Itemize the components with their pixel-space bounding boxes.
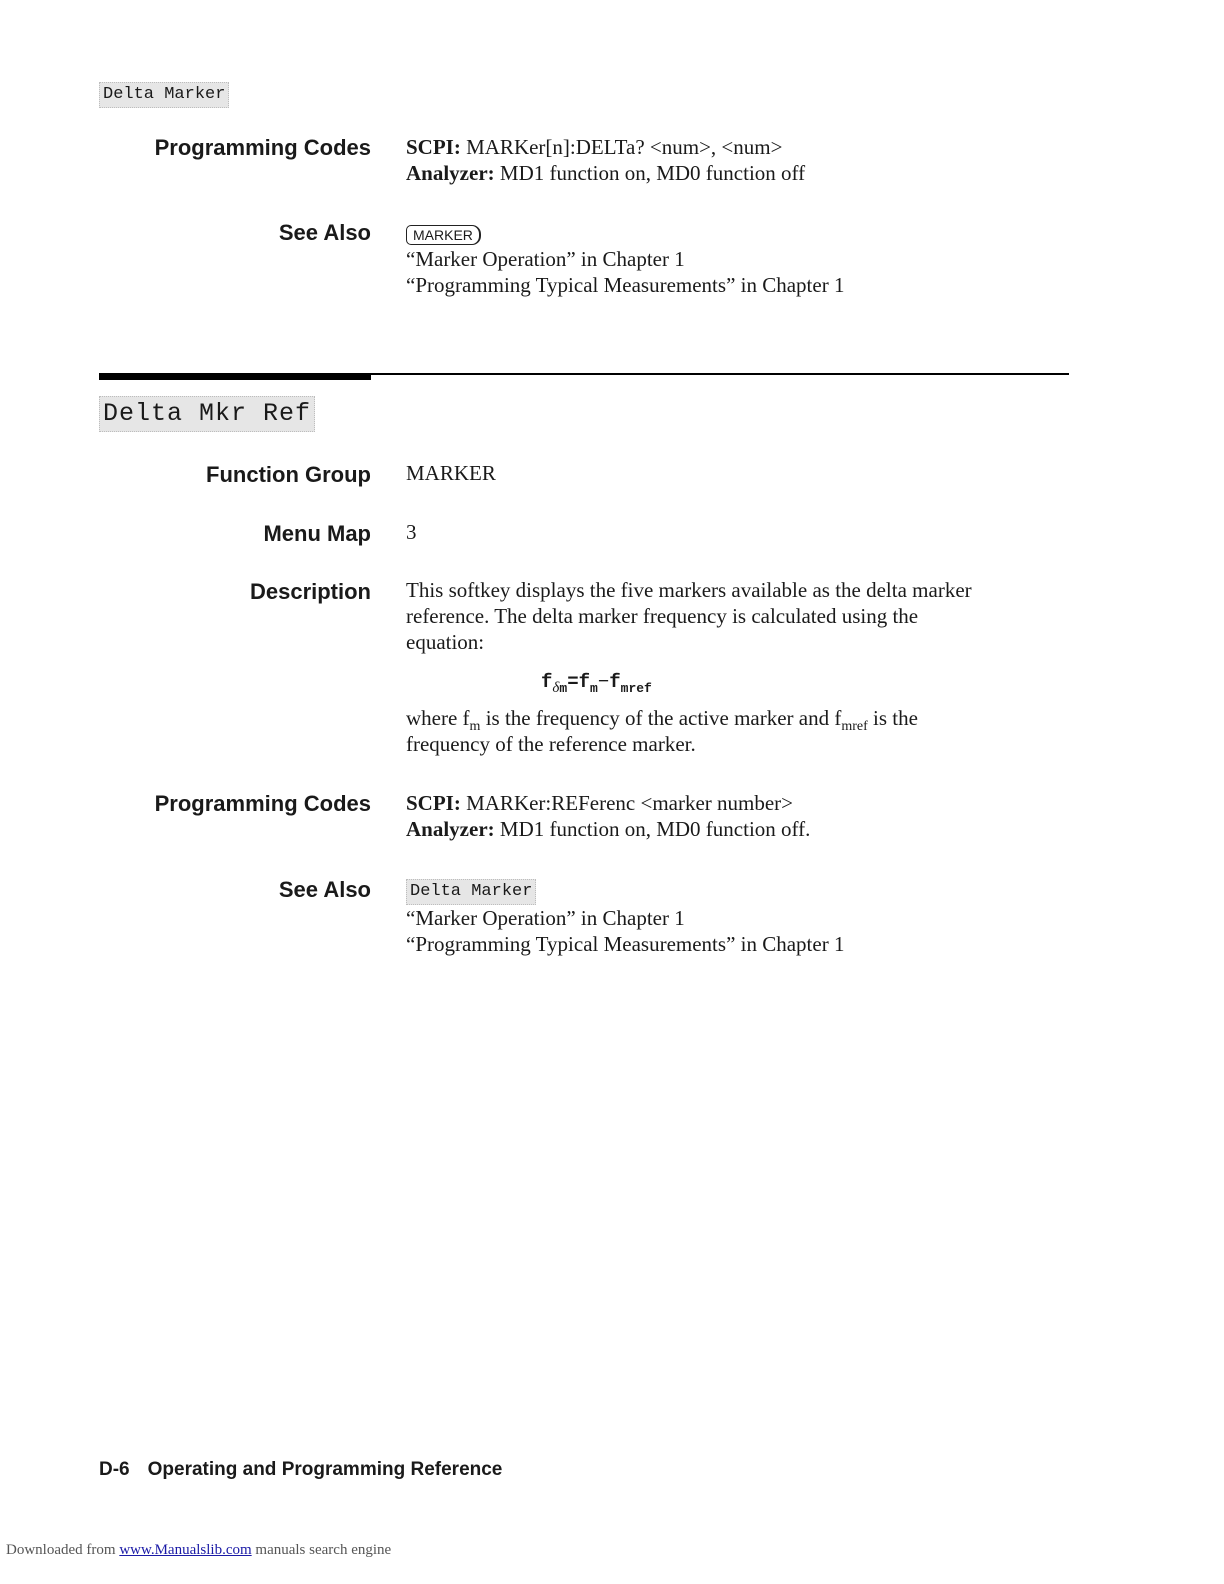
where-text [406,705,1066,757]
scpi-value: MARKer[n]:DELTa? <num>, <num> [466,135,783,159]
eq-equals: = [567,671,579,693]
eq-f: f [578,671,591,693]
eq-sub-m: m [590,680,598,696]
entry1-scpi-line [406,134,1066,160]
where-part: is the [867,706,918,730]
analyzer-label: Analyzer: [406,817,495,841]
page-footer [99,1459,502,1481]
softkey-delta-mkr-ref: Delta Mkr Ref [99,396,315,432]
where-part: where f [406,706,470,730]
entry1-analyzer-line [406,160,1066,186]
delta-frequency-equation [541,671,652,697]
softkey-delta-marker: Delta Marker [99,82,229,108]
analyzer-label: Analyzer: [406,161,495,185]
download-notice [6,1542,391,1559]
download-prefix: Downloaded from [6,1542,120,1558]
description-line: equation: [406,630,485,654]
menu-map-value: 3 [406,520,417,544]
see-also-ref: “Programming Typical Measurements” in Chapter 1 [406,932,845,956]
see-also-ref: “Marker Operation” in Chapter 1 [406,247,685,271]
page-number: D-6 [99,1459,130,1480]
description-heading: Description [249,579,371,604]
entry1-softkey-title [99,82,229,108]
where-line [406,705,1066,734]
entry2-see-also-heading: See Also [278,877,371,902]
entry2-see-also [406,875,1066,957]
entry2-scpi-line [406,790,1066,816]
scpi-value: MARKer:REFerenc <marker number> [466,791,794,815]
function-group-value: MARKER [406,461,496,485]
eq-delta: δ [552,679,560,696]
entry2-programming-codes-heading: Programming Codes [154,791,371,816]
eq-sub-m: m [559,680,568,696]
description-text [406,577,1066,655]
analyzer-value: MD1 function on, MD0 function off [499,161,806,185]
manualslib-link[interactable]: www.Manualslib.com [119,1542,252,1558]
entry2-analyzer-line [406,816,1066,842]
where-line: frequency of the reference marker. [406,732,696,756]
eq-f: f [609,671,621,693]
function-group-heading: Function Group [206,462,371,487]
entry2-programming-codes [406,790,1066,842]
section-rule-thin [371,373,1069,375]
hardkey-marker: MARKER [406,225,481,245]
entry1-programming-codes-heading: Programming Codes [154,135,371,160]
download-suffix: manuals search engine [251,1542,392,1558]
see-also-ref: “Programming Typical Measurements” in Chapter 1 [406,273,845,297]
scpi-label: SCPI: [406,791,461,815]
see-also-ref: “Marker Operation” in Chapter 1 [406,906,685,930]
eq-f: f [541,671,553,693]
entry1-see-also [406,220,1066,298]
scpi-label: SCPI: [406,135,461,159]
entry1-programming-codes [406,134,1066,186]
where-sub-mref: mref [841,719,868,734]
eq-minus: − [597,671,610,693]
analyzer-value: MD1 function on, MD0 function off. [499,817,811,841]
entry2-softkey-title [99,396,315,432]
eq-sub-mref: mref [620,680,652,696]
section-rule-thick [99,373,371,380]
footer-title: Operating and Programming Reference [147,1459,503,1480]
menu-map-heading: Menu Map [263,521,371,546]
description-line: reference. The delta marker frequency is calculated using the [406,604,919,628]
softkey-delta-marker-link: Delta Marker [406,879,536,905]
where-part: is the frequency of the active marker and f [480,706,842,730]
where-sub-m: m [469,719,481,734]
description-line: This softkey displays the five markers available as the delta marker [406,578,972,602]
entry1-see-also-heading: See Also [278,220,371,245]
